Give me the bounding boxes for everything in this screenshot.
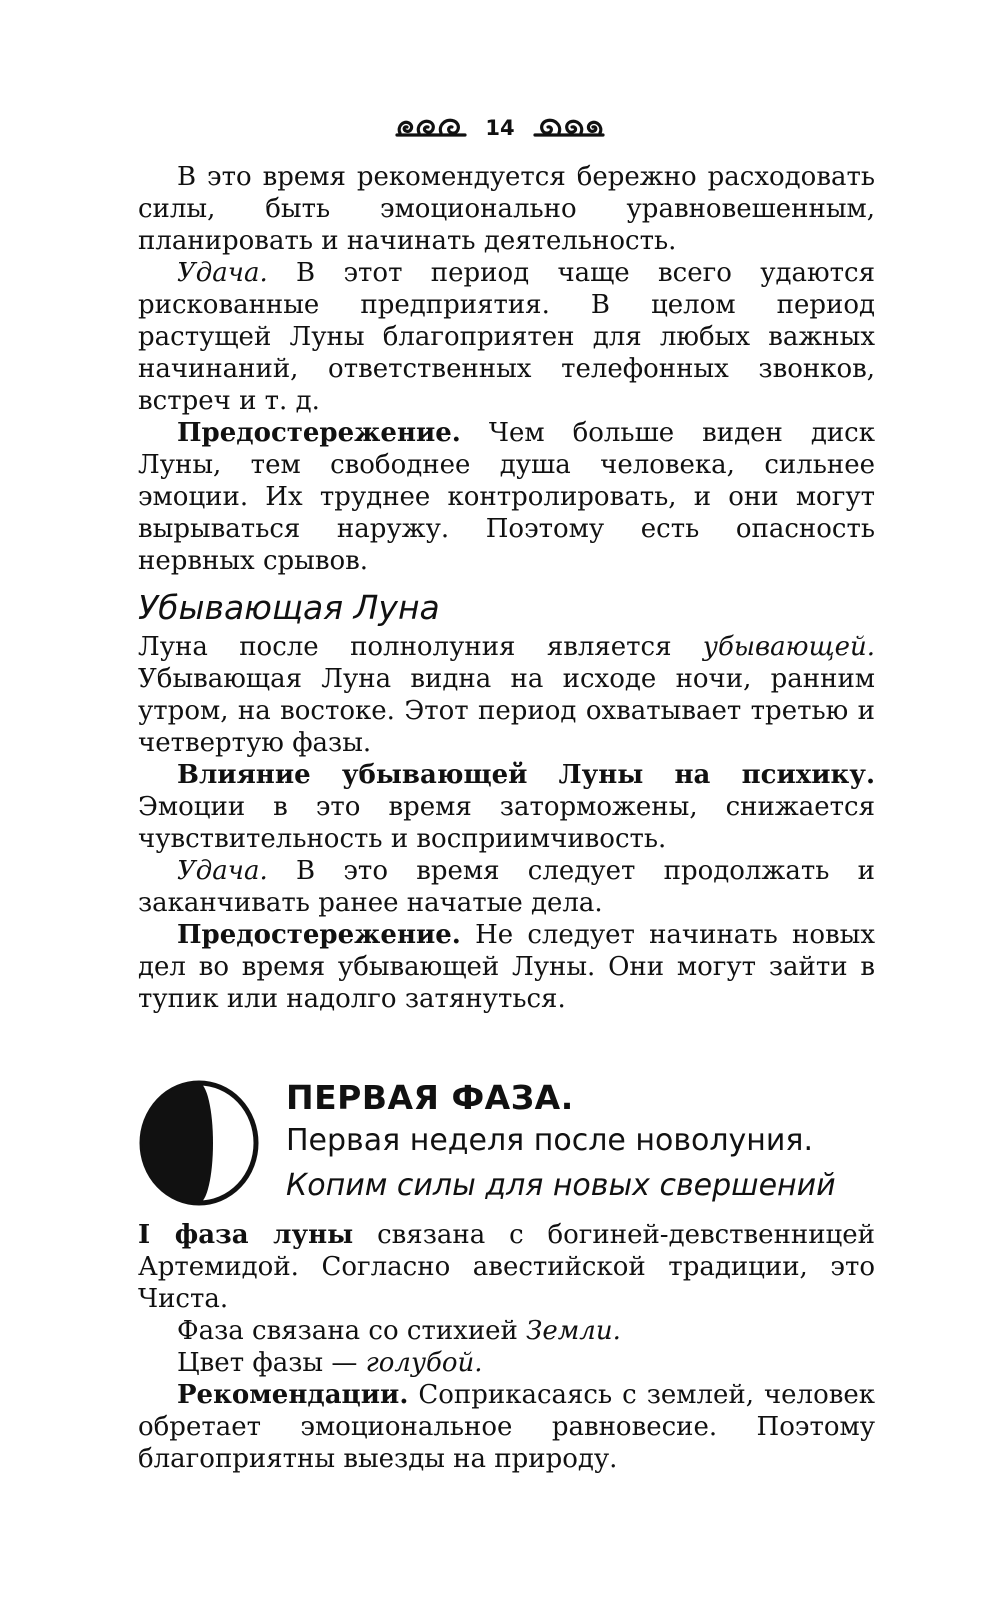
paragraph (138, 1315, 875, 1347)
paragraph (138, 1219, 875, 1315)
paragraph (138, 1379, 875, 1475)
influence-label: Влияние убывающей Луны на психику. (177, 760, 875, 790)
page-header (0, 110, 1000, 146)
text-run: Убывающая Луна видна на исходе ночи, ранним утром, на востоке. Этот период охватывает третью и четвертую фазы. (138, 664, 875, 758)
moon-phase-icon (138, 1080, 260, 1210)
paragraph: В это время рекомендуется бережно расходовать силы, быть эмоционально уравновешенным, планировать и начинать деятельность. (138, 162, 875, 256)
paragraph (138, 631, 875, 759)
warning-label: Предостережение. (177, 418, 461, 448)
emphasis: голубой. (365, 1348, 483, 1378)
luck-text: В это время следует продолжать и заканчивать ранее начатые дела. (138, 856, 875, 918)
recommendations-text: Соприкасаясь с землей, человек обретает эмоциональное равновесие. Поэтому благоприятны выезды на природу. (138, 1380, 875, 1474)
paragraph (138, 855, 875, 919)
text-run: Луна после полнолуния является (138, 632, 703, 662)
warning-label: Предостережение. (177, 920, 461, 950)
emphasis: убывающей. (702, 632, 875, 662)
recommendations-label: Рекомендации. (177, 1380, 409, 1410)
paragraph (138, 257, 875, 417)
luck-label: Удача. (177, 856, 268, 886)
paragraph (138, 919, 875, 1015)
paragraph (138, 759, 875, 855)
phase-subtitle: Первая неделя после новолуния. (286, 1123, 813, 1158)
emphasis: Земли. (526, 1316, 621, 1346)
section-waxing-moon-text (138, 161, 875, 577)
phase-one-text (138, 1219, 875, 1475)
warning-text: Не следует начинать новых дел во время убывающей Луны. Они могут зайти в тупик или надолго затянуться. (138, 920, 875, 1014)
phase-header (138, 1078, 898, 1218)
influence-text: Эмоции в это время заторможены, снижается чувствительность и восприимчивость. (138, 792, 875, 854)
section-heading-waning-moon: Убывающая Луна (138, 588, 440, 627)
ornament-left-icon (395, 115, 469, 141)
phase-title: ПЕРВАЯ ФАЗА. (286, 1078, 574, 1117)
paragraph (138, 417, 875, 577)
paragraph (138, 1347, 875, 1379)
page-number: 14 (485, 116, 515, 140)
luck-text: В этот период чаще всего удаются рискованные предприятия. В целом период растущей Луны благоприятен для любых важных начинаний, ответственных телефонных звонков, встреч и т. д. (138, 258, 875, 416)
ornament-right-icon (531, 115, 605, 141)
text-run: Цвет фазы — (177, 1348, 366, 1378)
warning-text: Чем больше виден диск Луны, тем свободнее душа человека, сильнее эмоции. Их труднее контролировать, и они могут вырываться наружу. Поэтому есть опасность нервных срывов. (138, 418, 875, 576)
text-run: Фаза связана со стихией (177, 1316, 527, 1346)
phase-label: I фаза луны (138, 1220, 354, 1250)
luck-label: Удача. (177, 258, 268, 288)
phase-text: связана с богиней-девственницей Артемидой. Согласно авестийской традиции, это Чиста. (138, 1220, 875, 1314)
section-waning-moon-text (138, 631, 875, 1015)
phase-motto: Копим силы для новых свершений (286, 1168, 836, 1203)
